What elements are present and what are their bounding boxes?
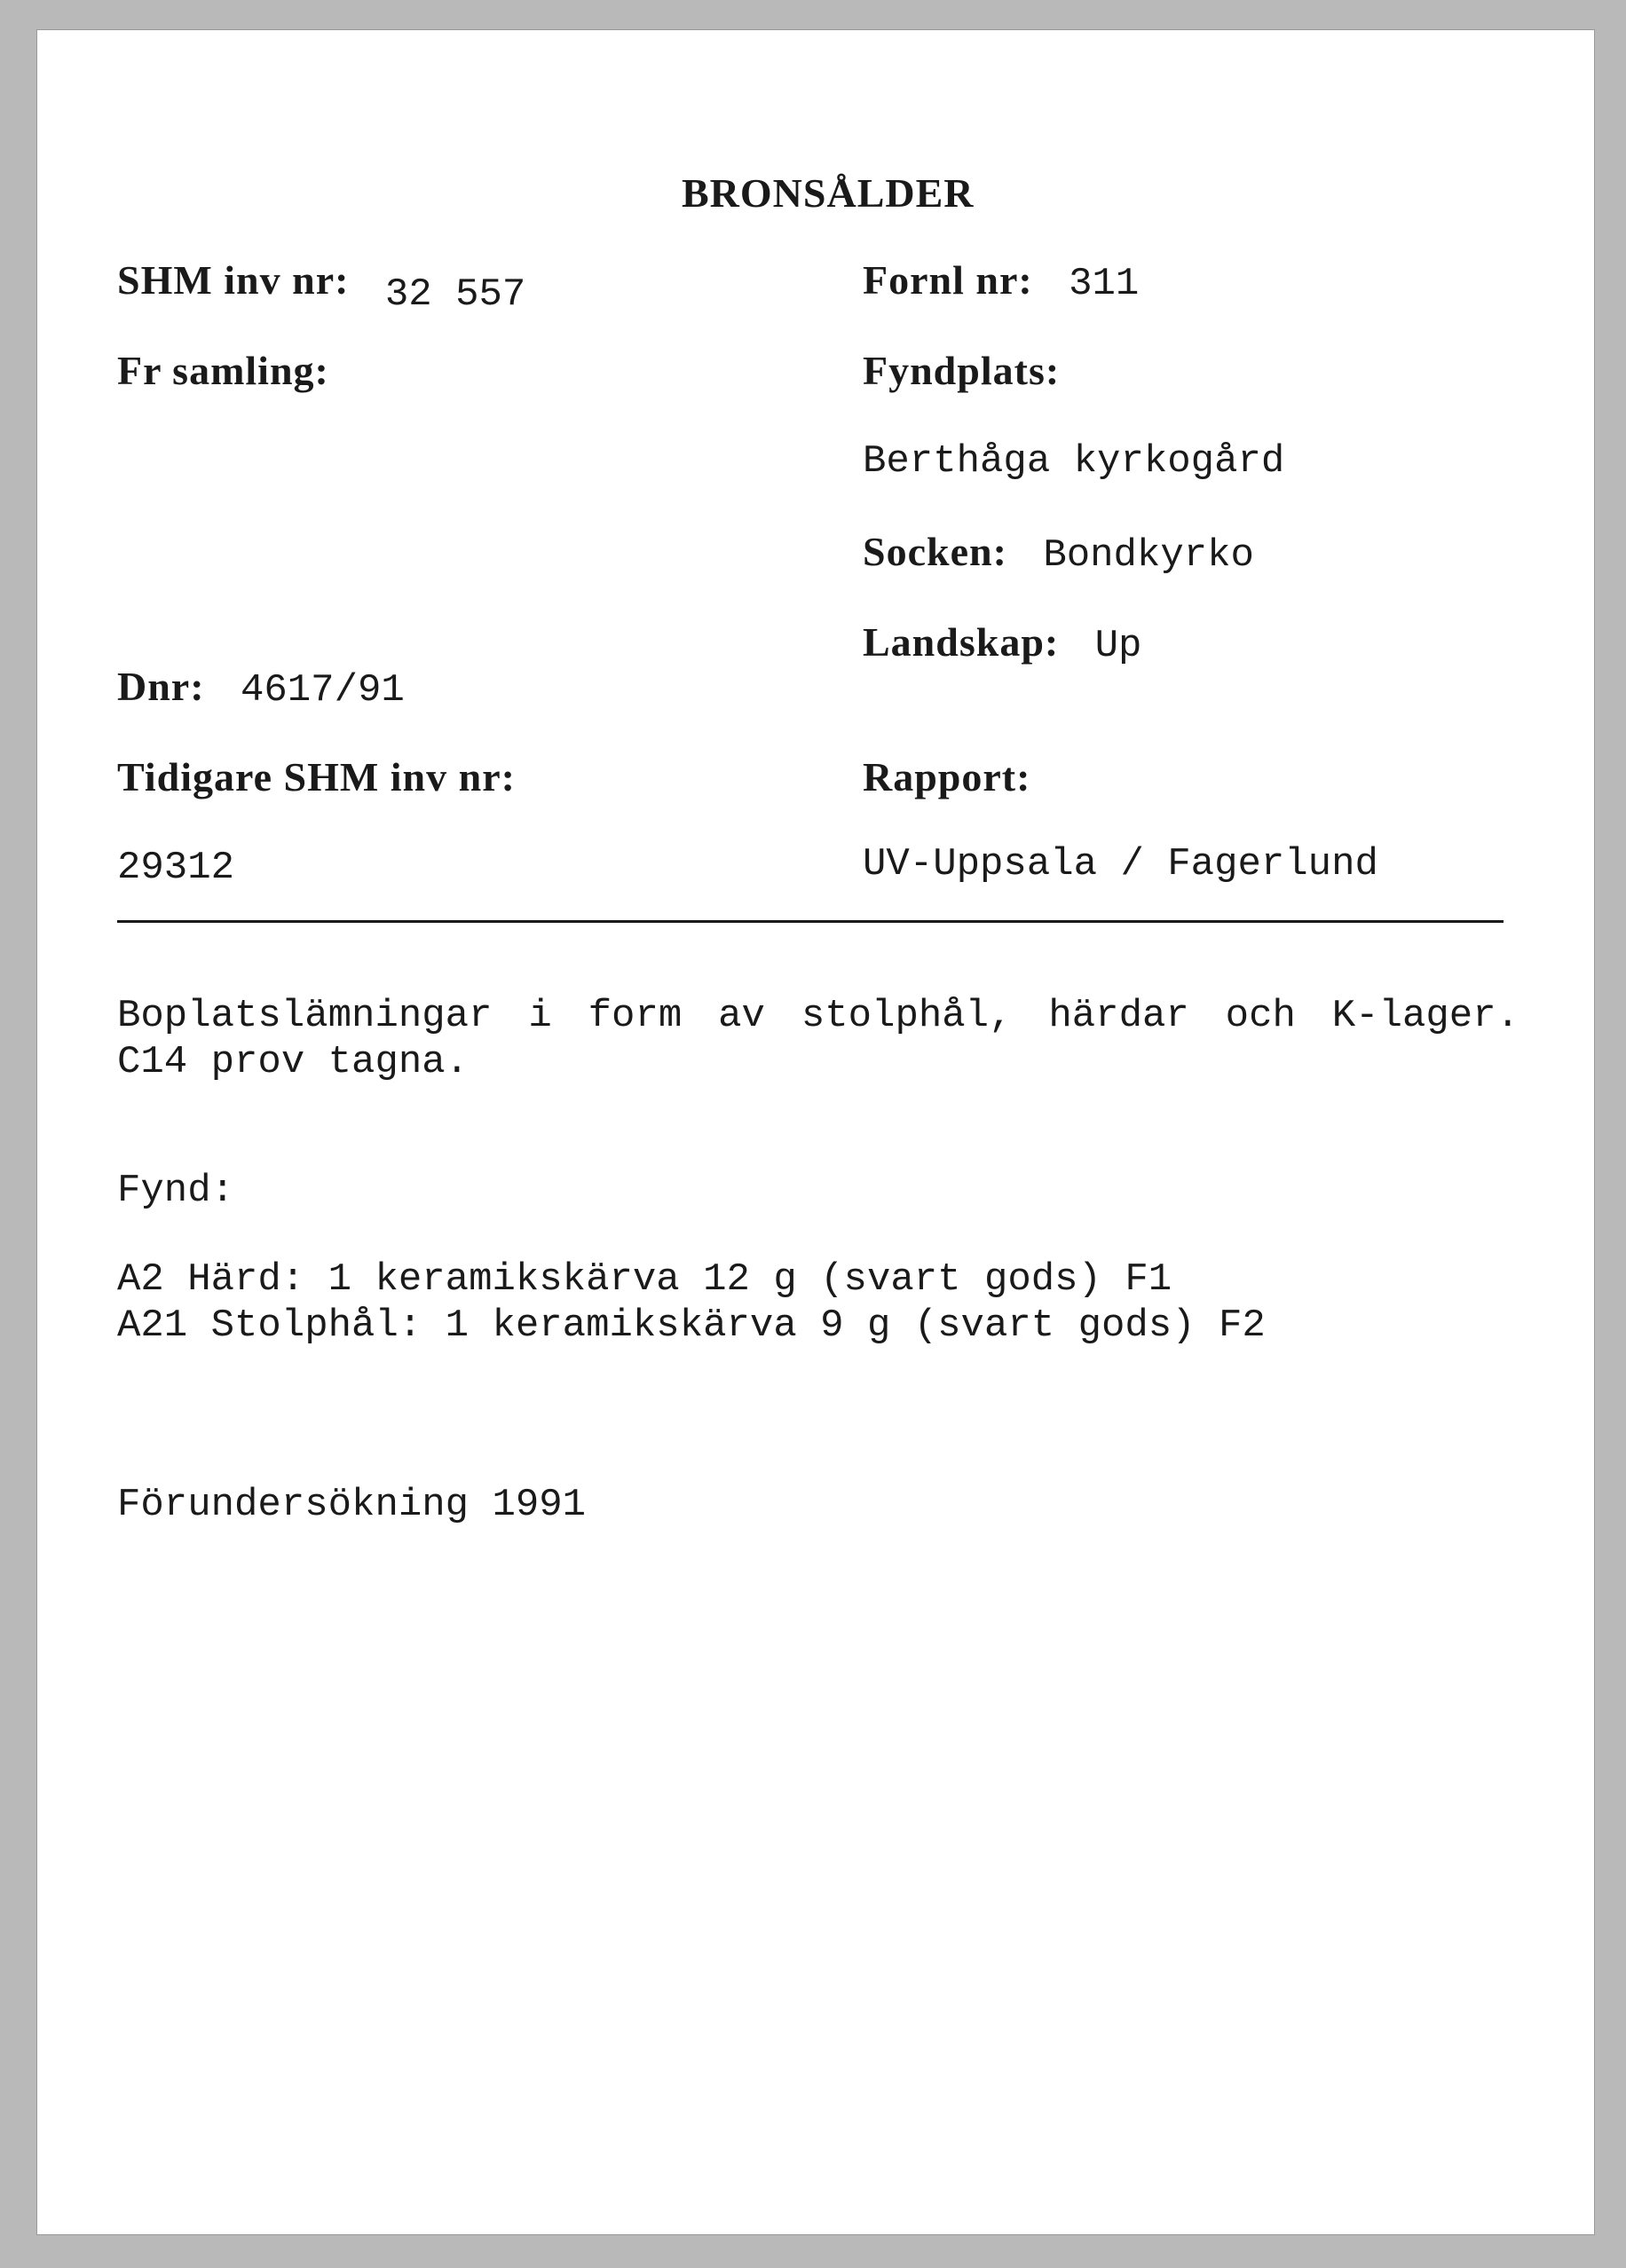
socken-label: Socken:: [863, 529, 1007, 574]
landskap-field: [863, 619, 1141, 669]
dnr-value: 4617/91: [240, 668, 405, 713]
shm-inv-label: SHM inv nr:: [117, 257, 350, 303]
landskap-value: Up: [1094, 624, 1142, 668]
dnr-label: Dnr:: [117, 664, 205, 709]
socken-field: [863, 529, 1254, 579]
shm-inv-field: [117, 257, 526, 317]
shm-inv-value: 32 557: [384, 272, 526, 317]
find-line: A21 Stolphål: 1 keramikskärva 9 g (svart gods) F2: [117, 1303, 1266, 1348]
landskap-label: Landskap:: [863, 619, 1060, 665]
tidigare-label: Tidigare SHM inv nr:: [117, 754, 516, 799]
socken-value: Bondkyrko: [1043, 533, 1254, 578]
fornl-value: 311: [1069, 262, 1140, 306]
tidigare-value: 29312: [117, 846, 235, 890]
rapport-value: UV-Uppsala / Fagerlund: [863, 842, 1378, 886]
card-heading: BRONSÅLDER: [682, 170, 975, 216]
divider-line: [117, 920, 1504, 923]
footer-note: Förundersökning 1991: [117, 1483, 587, 1527]
rapport-label: Rapport:: [863, 754, 1031, 799]
dnr-field: [117, 664, 405, 713]
fyndplats-value: Berthåga kyrkogård: [863, 439, 1285, 484]
fornl-label: Fornl nr:: [863, 257, 1033, 303]
finds-label: Fynd:: [117, 1169, 235, 1213]
fyndplats-label: Fyndplats:: [863, 348, 1061, 393]
description-text: Boplatslämningar i form av stolphål, härdar och K-lager. C14 prov tagna.: [117, 994, 1519, 1084]
fr-samling-label: Fr samling:: [117, 348, 329, 393]
fornl-field: [863, 257, 1139, 307]
find-line: A2 Härd: 1 keramikskärva 12 g (svart gods) F1: [117, 1257, 1172, 1302]
catalog-card: [37, 30, 1594, 2234]
